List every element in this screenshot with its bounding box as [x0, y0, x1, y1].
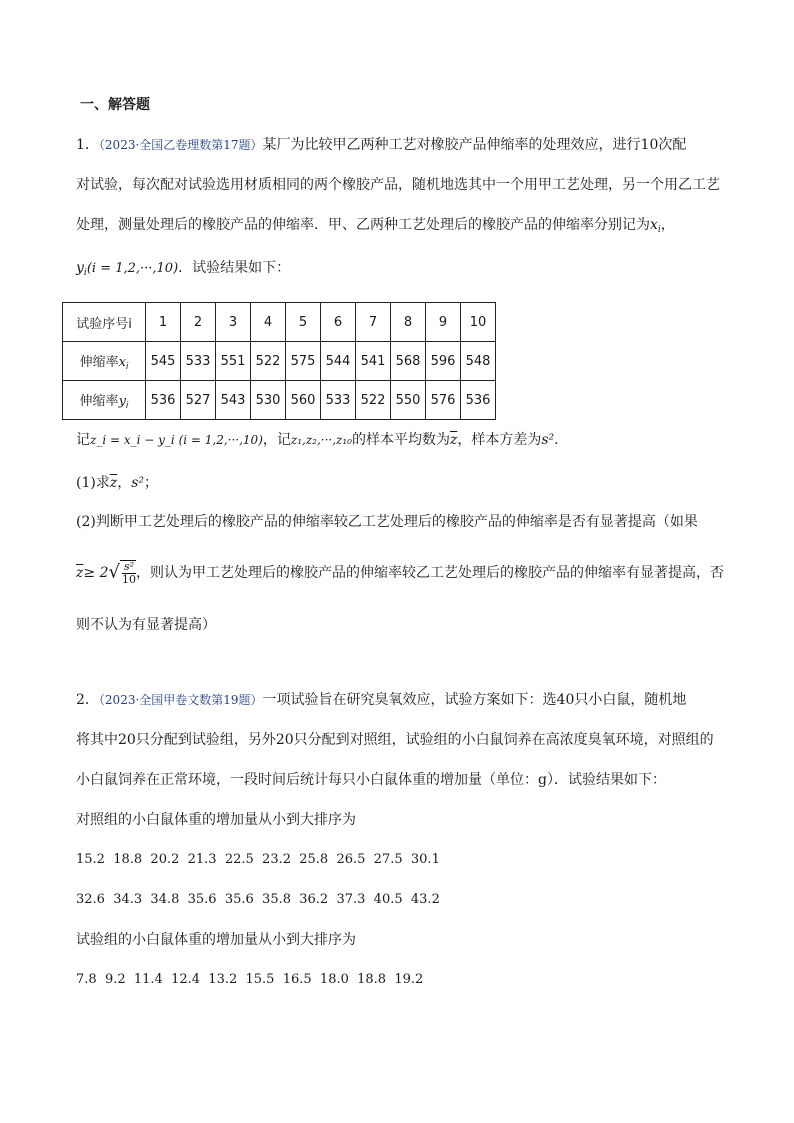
q2-line2: 将其中20只分配到试验组，另外20只分配到对照组，试验组的小白鼠饲养在高浓度臭氧环境，对照组的 [76, 732, 714, 748]
test-data-row1: 7.8 9.2 11.4 12.4 13.2 15.5 16.5 18.0 18.8 19.2 [76, 972, 424, 987]
table-row [63, 381, 496, 420]
q2-text-line1: 一项试验旨在研究臭氧效应，试验方案如下：选40只小白鼠，随机地 [262, 692, 687, 708]
section-title: 一、解答题 [80, 97, 150, 113]
q1-source: （2023·全国乙卷理数第17题） [98, 138, 263, 152]
z-variables: z₁,z₂,···,z₁₀ [290, 433, 352, 447]
q1-line2: 对试验，每次配对试验选用材质相同的两个橡胶产品，随机地选其中一个用甲工艺处理，另一个用乙工艺 [76, 177, 720, 193]
note-pre: 记 [76, 432, 90, 448]
q2-line1 [76, 690, 686, 710]
table-cell: 545 [146, 342, 181, 381]
sub-i: i [657, 225, 661, 235]
sqrt-expression: √ $\frac{\text{s²}}{10}$ [108, 560, 136, 586]
note-text1: 的样本平均数为 [351, 432, 450, 448]
table-cell: 533 [181, 342, 216, 381]
q1-text-line4: ．试验结果如下： [178, 260, 291, 276]
z-bar: $\overline{z}$ [76, 565, 84, 581]
table-row [63, 303, 496, 342]
control-data-row2: 32.6 34.3 34.8 35.6 35.6 35.8 36.2 37.3 40.5 43.2 [76, 892, 440, 907]
table-cell: 7 [356, 303, 391, 342]
z-definition: z_i = x_i − y_i (i = 1,2,···,10) [90, 433, 263, 447]
frac-den: 10 [121, 573, 136, 586]
inequality: ≥ 2 [83, 565, 109, 581]
q1-line4 [76, 258, 290, 283]
table-cell: 541 [356, 342, 391, 381]
table-cell: 522 [356, 381, 391, 420]
table-cell: 551 [216, 342, 251, 381]
q1-line3 [76, 215, 675, 240]
var-y: y [118, 393, 126, 409]
punct: ． [554, 432, 569, 448]
q1-part2-line3: 则不认为有显著提高） [76, 617, 216, 633]
table-cell: 1 [146, 303, 181, 342]
punct: ， [660, 217, 675, 233]
table-cell: 533 [321, 381, 356, 420]
table-cell: 548 [461, 342, 496, 381]
table-cell: 596 [426, 342, 461, 381]
var-x: x [118, 354, 126, 370]
fraction [122, 561, 136, 586]
label-text: 伸缩率 [79, 354, 119, 370]
q1-text-line3: 处理，测量处理后的橡胶产品的伸缩率．甲、乙两种工艺处理后的橡胶产品的伸缩率分别记为 [76, 217, 650, 233]
part1-pre: (1)求 [76, 475, 110, 491]
q1-number: 1． [76, 137, 99, 153]
table-cell: 2 [181, 303, 216, 342]
q1-line1 [76, 135, 686, 155]
test-title: 试验组的小白鼠体重的增加量从小到大排序为 [76, 932, 356, 948]
sub-i: i [83, 268, 87, 278]
q1-part2-line1: (2)判断甲工艺处理后的橡胶产品的伸缩率较乙工艺处理后的橡胶产品的伸缩率是否有显著提高（如果 [76, 514, 698, 530]
q2-line3: 小白鼠饲养在正常环境，一段时间后统计每只小白鼠体重的增加量（单位：g）．试验结果如下： [76, 772, 666, 788]
table-cell: 575 [286, 342, 321, 381]
var-y: y [76, 260, 84, 276]
sub-i: i [125, 361, 129, 372]
table-cell: 522 [251, 342, 286, 381]
frac-num: s² [123, 560, 134, 573]
s-squared: s² [131, 475, 145, 491]
results-table [62, 302, 496, 420]
punct: ， [117, 475, 132, 491]
table-cell: 5 [286, 303, 321, 342]
index-range: (i = 1,2,···,10) [86, 261, 179, 276]
table-cell: 536 [146, 381, 181, 420]
z-bar: $\overline{z}$ [449, 432, 458, 448]
q1-text-line1: 某厂为比较甲乙两种工艺对橡胶产品伸缩率的处理效应，进行10次配 [262, 137, 687, 153]
table-cell: 4 [251, 303, 286, 342]
var-x: x [650, 217, 658, 233]
q1-part2-text2: ，则认为甲工艺处理后的橡胶产品的伸缩率较乙工艺处理后的橡胶产品的伸缩率有显著提高，否 [135, 565, 724, 581]
control-data-row1: 15.2 18.8 20.2 21.3 22.5 23.2 25.8 26.5 27.5 30.1 [76, 852, 440, 867]
q1-part1 [76, 473, 158, 493]
table-cell: 3 [216, 303, 251, 342]
table-cell: 536 [461, 381, 496, 420]
z-bar: $\overline{z}$ [109, 475, 118, 491]
q1-part2-line2 [76, 560, 724, 586]
table-cell: 543 [216, 381, 251, 420]
q2-number: 2． [76, 692, 99, 708]
sub-i: i [125, 400, 129, 411]
table-cell: 568 [391, 342, 426, 381]
table-cell: 544 [321, 342, 356, 381]
table-header-label: 试验序号i [63, 303, 146, 342]
table-cell: 560 [286, 381, 321, 420]
control-title: 对照组的小白鼠体重的增加量从小到大排序为 [76, 812, 356, 828]
label-text: 伸缩率 [79, 393, 119, 409]
row-y-label [63, 381, 146, 420]
table-cell: 6 [321, 303, 356, 342]
table-cell: 9 [426, 303, 461, 342]
table-cell: 10 [461, 303, 496, 342]
table-cell: 530 [251, 381, 286, 420]
table-cell: 527 [181, 381, 216, 420]
q1-note-line [76, 430, 568, 450]
table-cell: 576 [426, 381, 461, 420]
table-cell: 8 [391, 303, 426, 342]
note-mid: ，记 [262, 432, 291, 448]
q2-source: （2023·全国甲卷文数第19题） [98, 693, 263, 707]
s-squared: s² [541, 432, 555, 448]
table-cell: 550 [391, 381, 426, 420]
table-row [63, 342, 496, 381]
punct: ； [144, 475, 159, 491]
row-x-label [63, 342, 146, 381]
note-text2: ，样本方差为 [457, 432, 542, 448]
